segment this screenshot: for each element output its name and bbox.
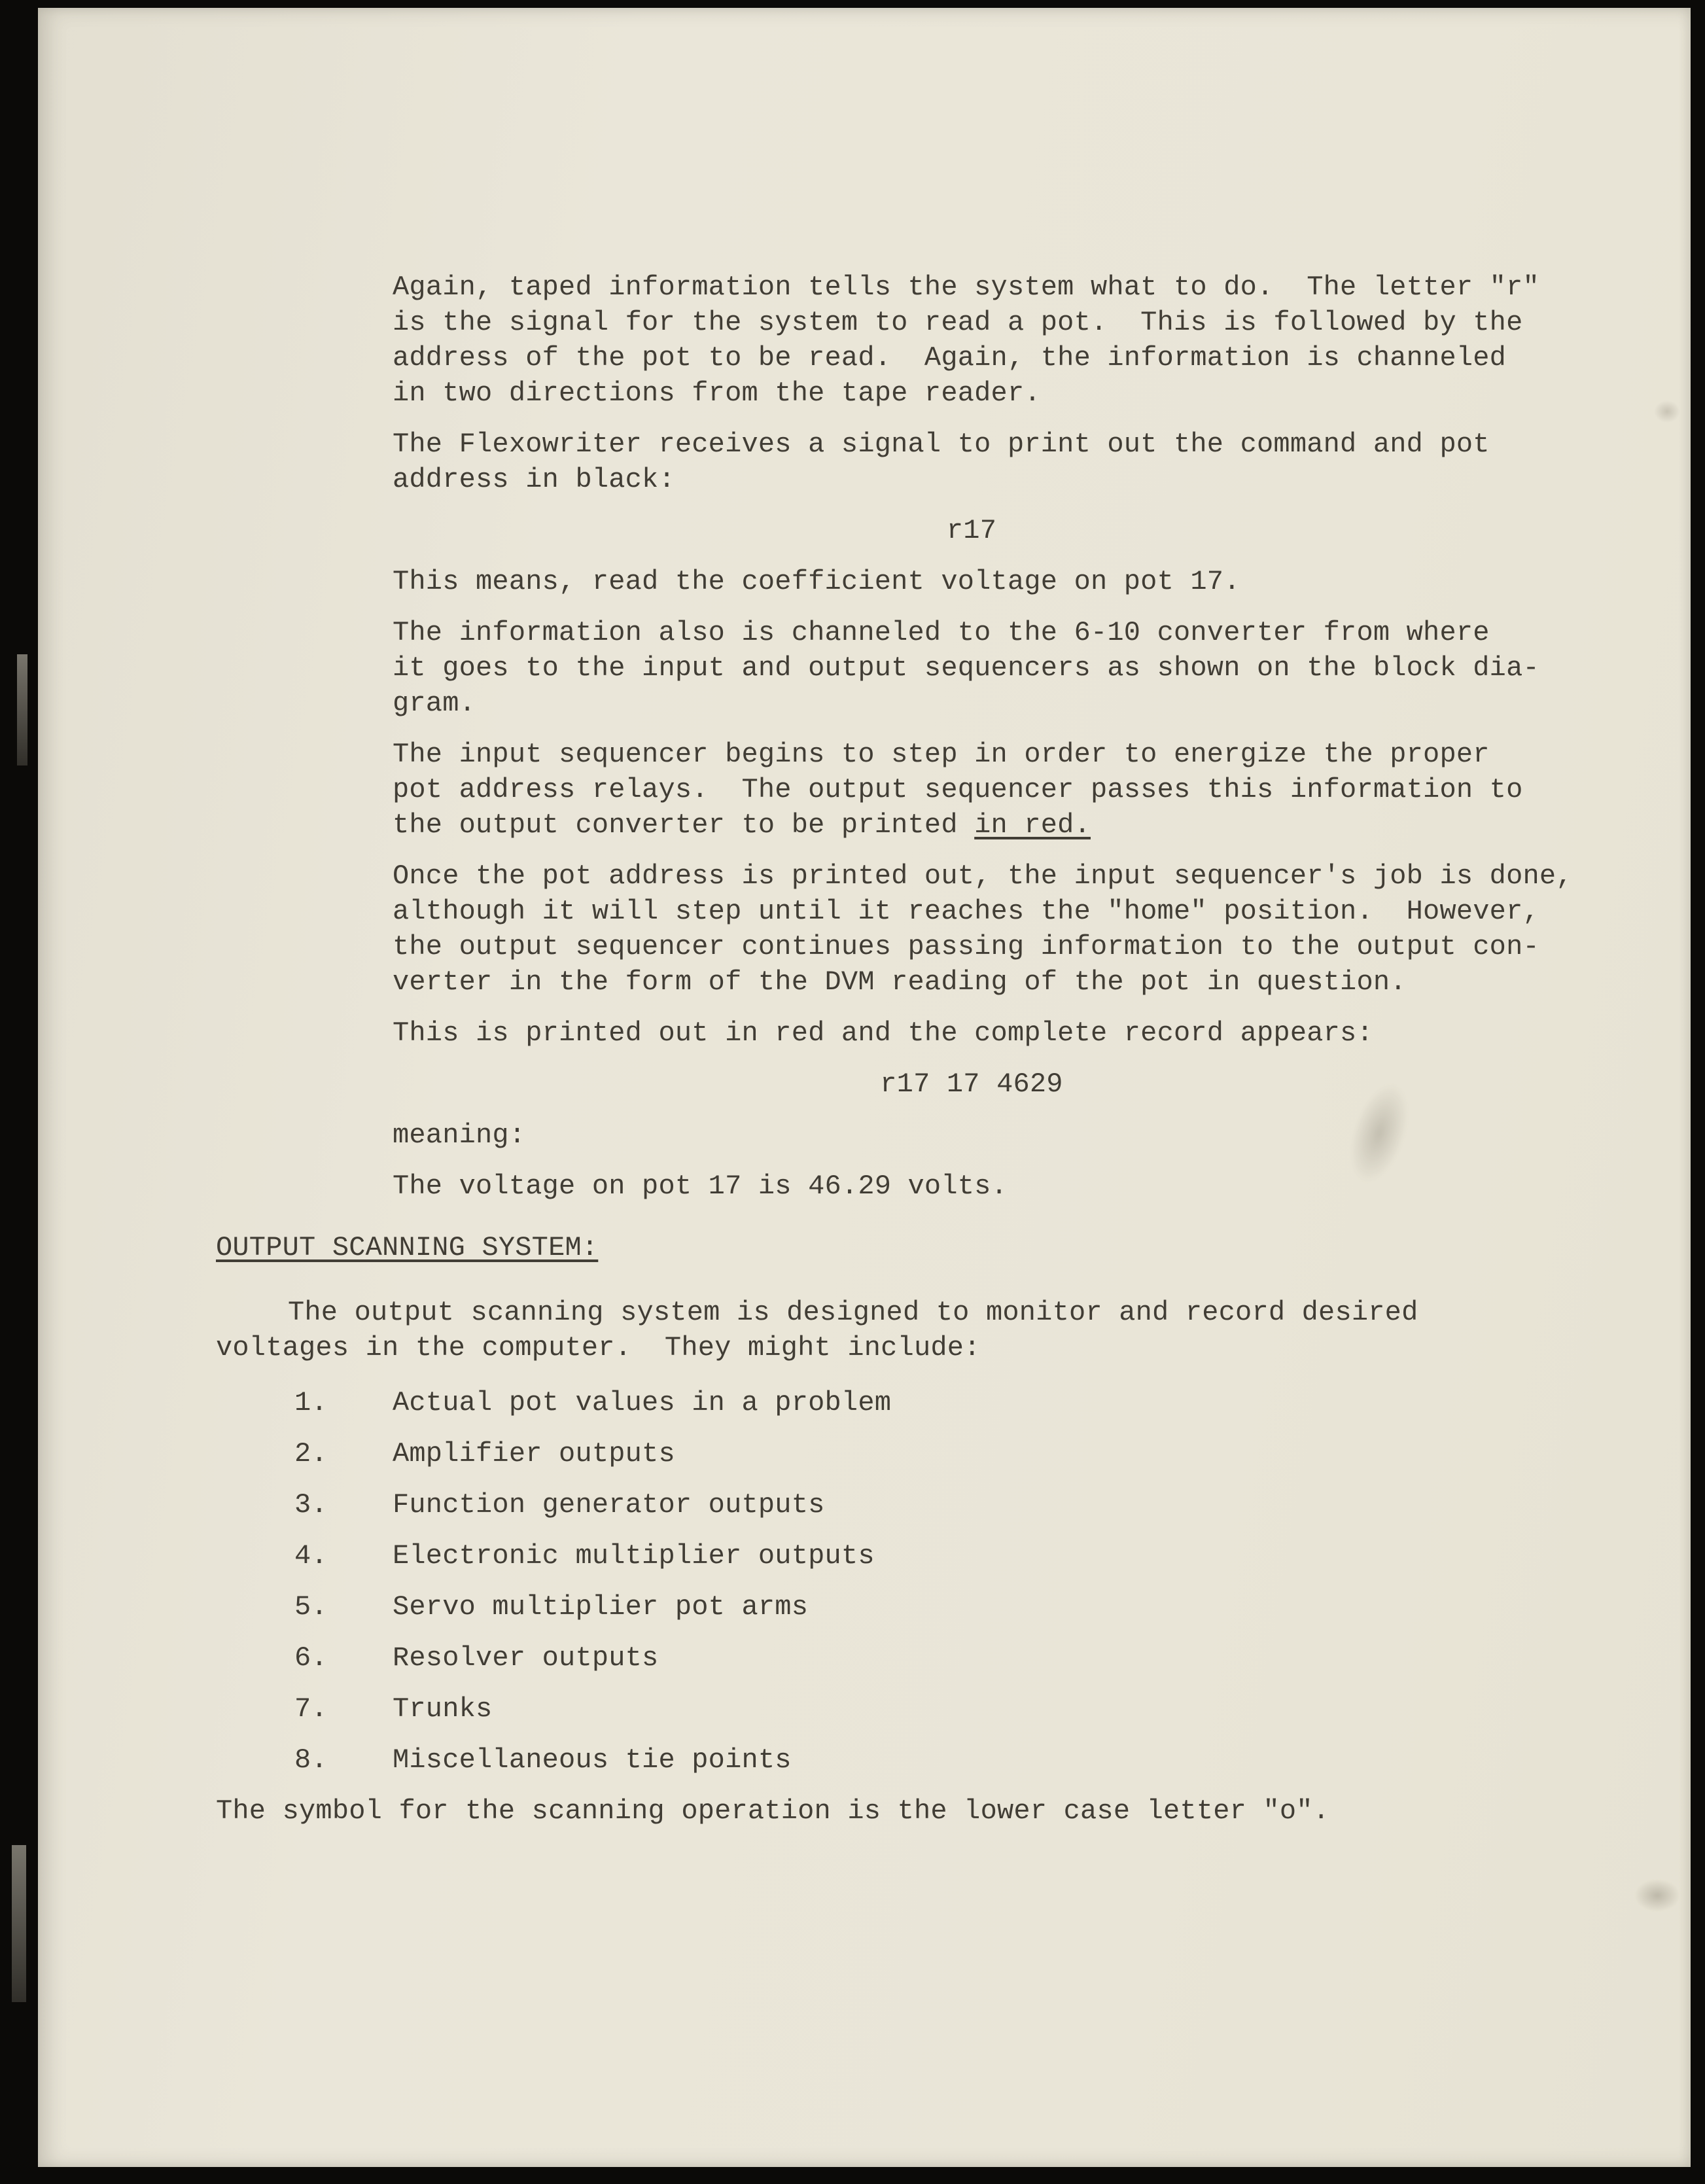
text-line: r17 17 4629	[880, 1068, 1063, 1100]
list-text: Trunks	[393, 1693, 493, 1725]
paragraph-flexowriter	[393, 427, 1551, 497]
text-line: although it will step until it reaches the "home" position. However,	[393, 896, 1539, 927]
text-line: The Flexowriter receives a signal to print out the command and pot	[393, 429, 1490, 460]
list-text: Electronic multiplier outputs	[393, 1540, 875, 1572]
meaning-label	[393, 1118, 1551, 1153]
text-line: address of the pot to be read. Again, the information is channeled	[393, 342, 1507, 374]
list-item	[294, 1385, 1564, 1420]
paragraph-pot-address	[393, 858, 1573, 1000]
paragraph-printed-red	[393, 1015, 1551, 1051]
text-line: r17	[946, 515, 997, 546]
scan-artifact	[1634, 1879, 1680, 1912]
text-line	[393, 807, 1551, 843]
closing-statement	[216, 1793, 1564, 1829]
list-item	[294, 1742, 1564, 1778]
text-line: the output sequencer continues passing information to the output con-	[393, 931, 1539, 962]
text-line: The voltage on pot 17 is 46.29 volts.	[393, 1171, 1008, 1202]
text-line: meaning:	[393, 1119, 526, 1151]
text-line: gram.	[393, 688, 476, 719]
list-number: 6.	[294, 1642, 328, 1674]
typed-command-r17	[393, 513, 1551, 548]
text-line: it goes to the input and output sequencers as shown on the block dia-	[393, 652, 1539, 684]
paragraph-tape-info	[393, 270, 1551, 411]
text-line: voltages in the computer. They might include:	[216, 1332, 981, 1364]
text-line: This is printed out in red and the complete record appears:	[393, 1017, 1373, 1049]
typed-record-r17-4629	[393, 1066, 1551, 1102]
list-text: Servo multiplier pot arms	[393, 1591, 809, 1623]
numbered-list	[216, 1385, 1564, 1778]
text-line: pot address relays. The output sequencer passes this information to	[393, 774, 1523, 805]
binding-edge-mark	[12, 1845, 26, 2002]
binding-edge-mark	[17, 654, 27, 766]
list-text: Amplifier outputs	[393, 1438, 675, 1470]
paragraph-converter	[393, 615, 1551, 721]
text-line: Once the pot address is printed out, the input sequencer's job is done,	[393, 860, 1573, 892]
document-content	[216, 270, 1573, 1844]
list-text: Resolver outputs	[393, 1642, 659, 1674]
paragraph-this-means	[393, 564, 1551, 599]
list-text: Actual pot values in a problem	[393, 1387, 892, 1418]
scan-artifact	[1654, 400, 1680, 423]
text-line: in two directions from the tape reader.	[393, 378, 1041, 409]
list-item	[294, 1538, 1564, 1574]
text-line: The symbol for the scanning operation is the lower case letter "o".	[216, 1795, 1330, 1827]
text-line: The information also is channeled to the 6-10 converter from where	[393, 617, 1490, 648]
text-line: The input sequencer begins to step in order to energize the proper	[393, 739, 1490, 770]
paper-sheet	[38, 8, 1691, 2167]
list-number: 3.	[294, 1489, 328, 1521]
list-text: Miscellaneous tie points	[393, 1744, 792, 1776]
text-line: The output scanning system is designed to monitor and record desired	[288, 1297, 1418, 1328]
list-number: 5.	[294, 1591, 328, 1623]
list-item	[294, 1436, 1564, 1471]
section-heading-output-scanning: OUTPUT SCANNING SYSTEM:	[216, 1232, 599, 1263]
text-line: verter in the form of the DVM reading of the pot in question.	[393, 966, 1407, 998]
list-item	[294, 1640, 1564, 1676]
body-text-block	[393, 270, 1573, 1204]
list-number: 2.	[294, 1438, 328, 1470]
text-line: Again, taped information tells the system what to do. The letter "r"	[393, 272, 1539, 303]
list-number: 4.	[294, 1540, 328, 1572]
paragraph-input-sequencer	[393, 737, 1551, 843]
text-line: address in black:	[393, 464, 675, 495]
text-segment: the output converter to be printed	[393, 809, 975, 841]
list-item	[294, 1589, 1564, 1625]
text-line: is the signal for the system to read a pot. This is followed by the	[393, 307, 1523, 338]
list-text: Function generator outputs	[393, 1489, 825, 1521]
list-item	[294, 1487, 1564, 1523]
list-number: 8.	[294, 1744, 328, 1776]
list-number: 7.	[294, 1693, 328, 1725]
list-item	[294, 1691, 1564, 1727]
text-line: This means, read the coefficient voltage on pot 17.	[393, 566, 1240, 597]
underlined-text: in red.	[974, 809, 1091, 841]
paragraph-output-scanning-intro	[216, 1295, 1564, 1365]
list-number: 1.	[294, 1387, 328, 1418]
voltage-statement	[393, 1169, 1551, 1204]
